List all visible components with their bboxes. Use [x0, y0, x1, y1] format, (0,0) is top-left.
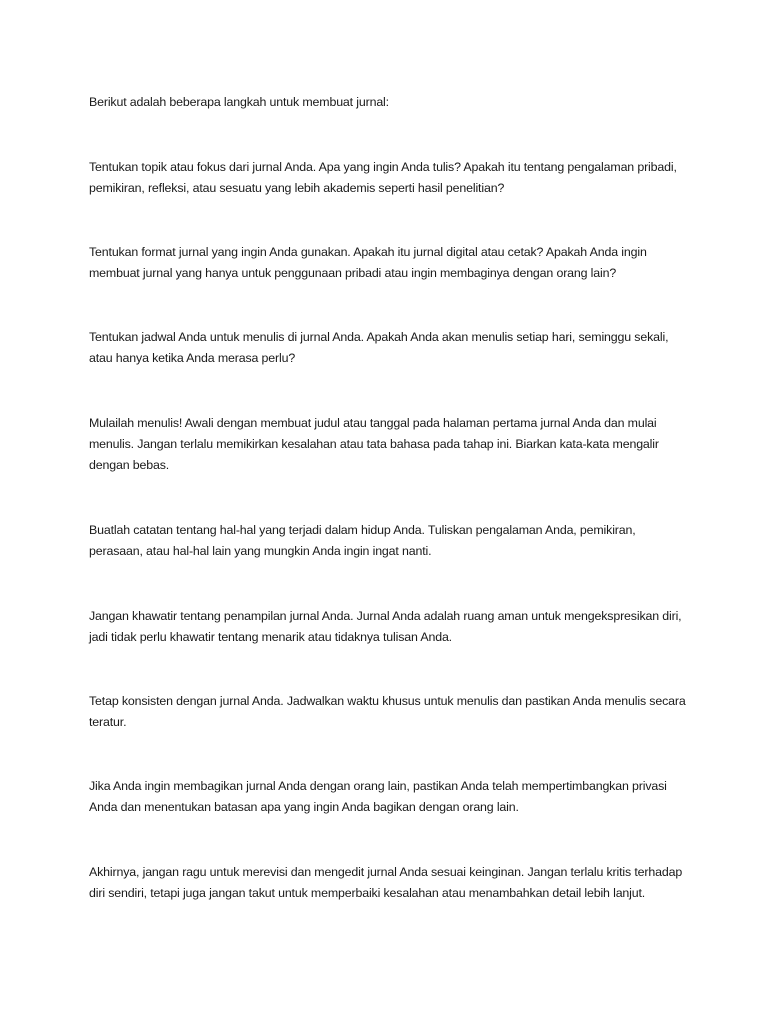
step-paragraph-4: Mulailah menulis! Awali dengan membuat judul atau tanggal pada halaman pertama jurnal Anda dan mulai menulis. Jangan terlalu memikirkan kesalahan atau tata bahasa pada tahap ini. Biarkan kata-kata mengalir dengan bebas.: [89, 416, 659, 472]
step-paragraph-2: Tentukan format jurnal yang ingin Anda gunakan. Apakah itu jurnal digital atau cetak? Apakah Anda ingin membuat jurnal yang hanya untuk penggunaan pribadi atau ingin membaginya dengan orang lain?: [89, 245, 647, 280]
step-paragraph-5: Buatlah catatan tentang hal-hal yang terjadi dalam hidup Anda. Tuliskan pengalaman Anda, pemikiran, perasaan, atau hal-hal lain yang mungkin Anda ingin ingat nanti.: [89, 523, 636, 558]
step-paragraph-9: Akhirnya, jangan ragu untuk merevisi dan mengedit jurnal Anda sesuai keinginan. Jangan terlalu kritis terhadap diri sendiri, tetapi juga jangan takut untuk memperbaiki kesalahan atau menambahkan detail lebih lanjut.: [89, 865, 683, 900]
step-paragraph-8: Jika Anda ingin membagikan jurnal Anda dengan orang lain, pastikan Anda telah mempertimbangkan privasi Anda dan menentukan batasan apa yang ingin Anda bagikan dengan orang lain.: [89, 779, 667, 814]
step-paragraph-6: Jangan khawatir tentang penampilan jurnal Anda. Jurnal Anda adalah ruang aman untuk mengekspresikan diri, jadi tidak perlu khawatir tentang menarik atau tidaknya tulisan Anda.: [89, 609, 682, 644]
intro-paragraph: Berikut adalah beberapa langkah untuk membuat jurnal:: [89, 95, 389, 109]
step-paragraph-3: Tentukan jadwal Anda untuk menulis di jurnal Anda. Apakah Anda akan menulis setiap hari, seminggu sekali, atau hanya ketika Anda merasa perlu?: [89, 330, 669, 365]
step-paragraph-7: Tetap konsisten dengan jurnal Anda. Jadwalkan waktu khusus untuk menulis dan pastikan Anda menulis secara teratur.: [89, 694, 686, 729]
step-paragraph-1: Tentukan topik atau fokus dari jurnal Anda. Apa yang ingin Anda tulis? Apakah itu tentang pengalaman pribadi, pemikiran, refleksi, atau sesuatu yang lebih akademis seperti hasil penelitian?: [89, 160, 677, 195]
